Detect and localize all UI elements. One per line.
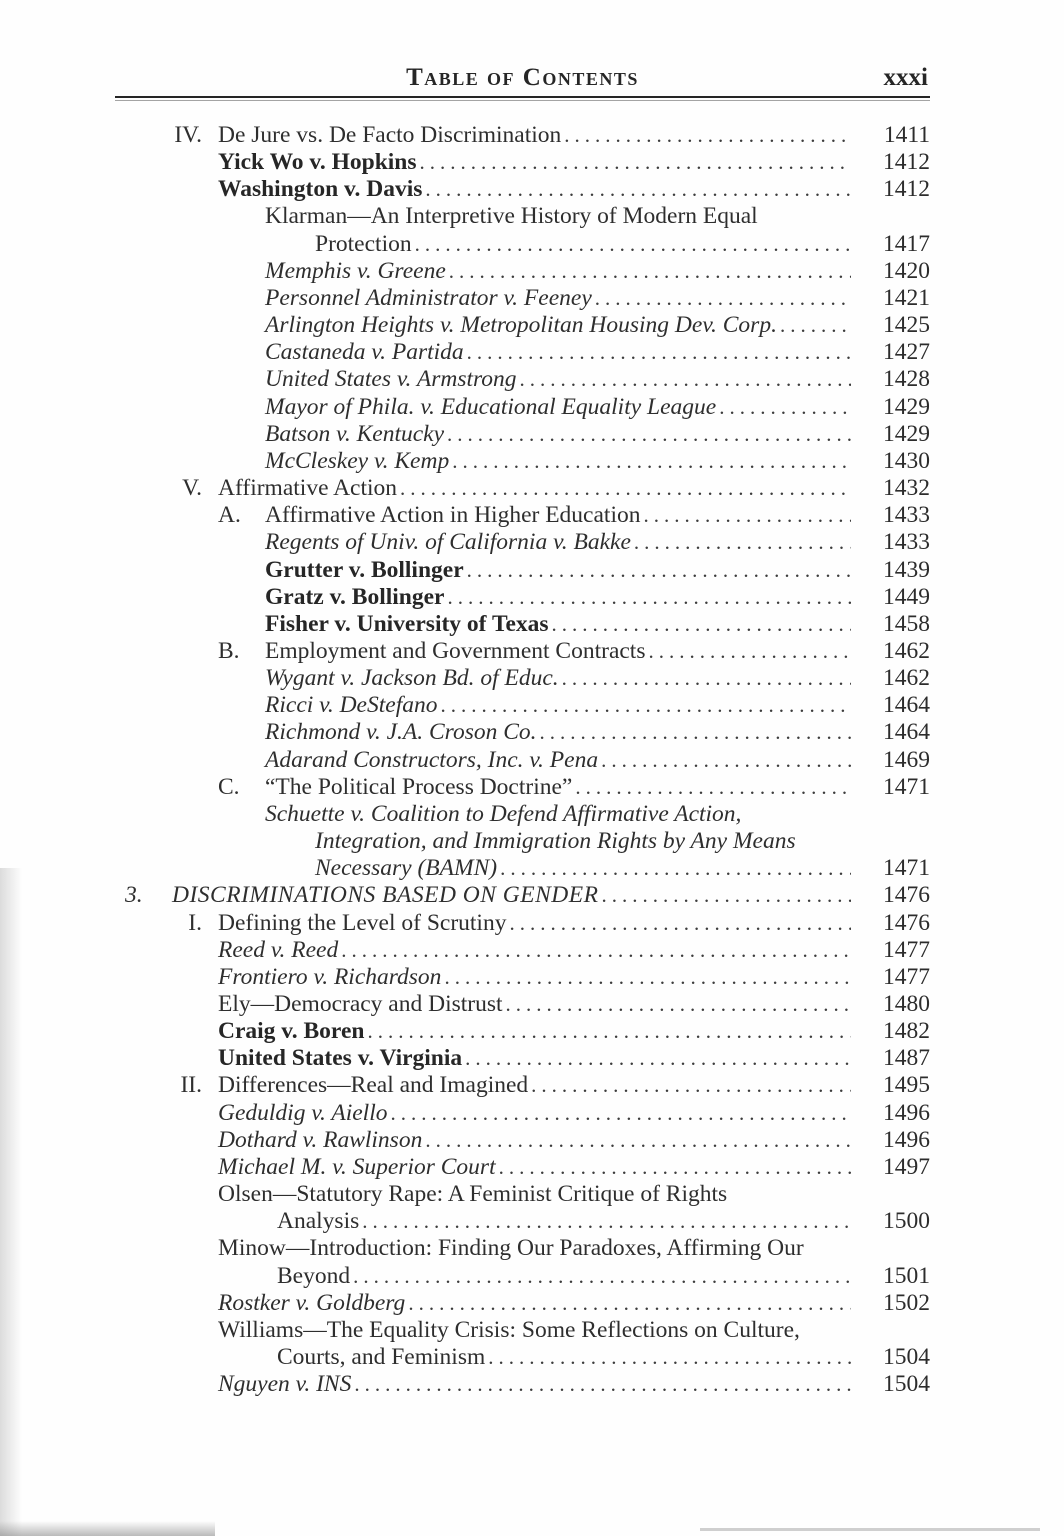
dot-leader <box>353 1263 851 1290</box>
toc-entry <box>0 638 930 665</box>
toc-entry-text: Batson v. Kentucky <box>265 420 445 447</box>
page-title: Table of Contents <box>406 64 639 91</box>
toc-entry <box>0 692 930 719</box>
toc-entry-text: DISCRIMINATIONS BASED ON GENDER <box>172 882 599 909</box>
toc-page-number: 1462 <box>883 637 930 664</box>
toc-entry-text: Wygant v. Jackson Bd. of Educ. <box>265 665 559 692</box>
toc-page-number: 1496 <box>883 1099 930 1126</box>
dot-leader <box>362 1208 851 1235</box>
scan-artifact-line <box>700 1528 1040 1531</box>
toc-page-number: 1476 <box>883 882 930 909</box>
toc-entry-label: C. <box>218 773 240 800</box>
dot-leader <box>400 475 851 502</box>
toc-entry <box>0 964 930 991</box>
toc-entry <box>0 937 930 964</box>
running-head <box>115 62 930 98</box>
toc-page-number: 1439 <box>883 556 930 583</box>
toc-entry-text: Frontiero v. Richardson <box>218 963 442 990</box>
toc-entry <box>0 1181 930 1208</box>
dot-leader <box>415 231 851 258</box>
toc-entry-label: V. <box>182 475 202 502</box>
toc-entry <box>0 1072 930 1099</box>
toc-entry-text: Williams—The Equality Crisis: Some Reflections on Culture, <box>218 1316 800 1343</box>
scan-shadow-bottom-left <box>0 1521 215 1536</box>
toc-entry-text: Minow—Introduction: Finding Our Paradoxes, Affirming Our <box>218 1235 804 1262</box>
toc-entry-text: Washington v. Davis <box>218 176 423 203</box>
dot-leader <box>595 285 851 312</box>
toc-entry-text: Schuette v. Coalition to Defend Affirmative Action, <box>265 800 742 827</box>
dot-leader <box>500 855 851 882</box>
dot-leader <box>425 1127 851 1154</box>
toc-entry <box>0 176 930 203</box>
toc-entry-text: Castaneda v. Partida <box>265 339 464 366</box>
toc-entry-text: Integration, and Immigration Rights by Any Means <box>315 828 796 855</box>
dot-leader <box>643 502 851 529</box>
toc-page-number: 1482 <box>883 1018 930 1045</box>
toc-entry-text: Affirmative Action <box>218 475 398 502</box>
toc-entry <box>0 149 930 176</box>
toc-list <box>0 122 930 1398</box>
toc-entry-text: United States v. Virginia <box>218 1045 463 1072</box>
toc-entry <box>0 366 930 393</box>
toc-entry <box>0 1127 930 1154</box>
dot-leader <box>440 692 851 719</box>
dot-leader <box>562 665 851 692</box>
toc-entry-text: Richmond v. J.A. Croson Co. <box>265 719 537 746</box>
toc-entry-text: Employment and Government Contracts <box>265 637 646 664</box>
toc-page-number: 1501 <box>883 1262 930 1289</box>
toc-page-number: 1477 <box>883 963 930 990</box>
dot-leader <box>447 421 851 448</box>
dot-leader <box>719 394 851 421</box>
toc-entry-text: Olsen—Statutory Rape: A Feminist Critique of Rights <box>218 1181 728 1208</box>
toc-page-number: 1430 <box>883 447 930 474</box>
toc-entry <box>0 1263 930 1290</box>
toc-page-number: 1502 <box>883 1289 930 1316</box>
toc-entry <box>0 285 930 312</box>
toc-entry-text: Nguyen v. INS <box>218 1371 352 1398</box>
dot-leader <box>425 176 851 203</box>
toc-page-number: 1471 <box>883 855 930 882</box>
dot-leader <box>465 1045 851 1072</box>
toc-entry <box>0 258 930 285</box>
dot-leader <box>420 149 851 176</box>
toc-page-number: 1458 <box>883 610 930 637</box>
toc-page-number: 1480 <box>883 991 930 1017</box>
toc-entry-label: B. <box>218 637 240 664</box>
toc-page-number: 1428 <box>883 366 930 393</box>
toc-entry-text: Fisher v. University of Texas <box>265 610 549 637</box>
dot-leader <box>575 774 851 801</box>
dot-leader <box>649 638 852 665</box>
toc-entry <box>0 855 930 882</box>
dot-leader <box>552 611 851 638</box>
toc-page-number: 1495 <box>883 1072 930 1099</box>
dot-leader <box>449 258 851 285</box>
toc-entry-text: Michael M. v. Superior Court <box>218 1153 496 1180</box>
toc-entry <box>0 529 930 556</box>
toc-entry-text: Personnel Administrator v. Feeney <box>265 284 592 311</box>
toc-entry <box>0 312 930 339</box>
toc-page-number: 1500 <box>883 1208 930 1235</box>
dot-leader <box>540 719 851 746</box>
toc-entry <box>0 339 930 366</box>
toc-entry <box>0 1045 930 1072</box>
toc-entry-text: Adarand Constructors, Inc. v. Pena <box>265 746 599 773</box>
toc-page-number: 1464 <box>883 692 930 719</box>
toc-entry <box>0 910 930 937</box>
folio-page-number: xxxi <box>883 64 928 91</box>
toc-entry-text: “The Political Process Doctrine” <box>265 773 573 800</box>
toc-entry-text: Craig v. Boren <box>218 1018 365 1045</box>
toc-page-number: 1427 <box>883 339 930 366</box>
toc-entry-label: A. <box>218 502 241 529</box>
toc-page-number: 1421 <box>883 284 930 311</box>
dot-leader <box>602 882 852 909</box>
toc-entry <box>0 1208 930 1235</box>
toc-entry-text: De Jure vs. De Facto Discrimination <box>218 122 562 148</box>
dot-leader <box>367 1018 851 1045</box>
toc-entry-text: Reed v. Reed <box>218 936 339 963</box>
toc-page-number: 1429 <box>883 420 930 447</box>
toc-page-number: 1417 <box>883 230 930 257</box>
toc-entry <box>0 557 930 584</box>
toc-entry <box>0 719 930 746</box>
toc-entry-text: United States v. Armstrong <box>265 366 517 393</box>
toc-entry-text: Beyond <box>277 1262 351 1289</box>
toc-entry <box>0 882 930 909</box>
toc-page-number: 1464 <box>883 719 930 746</box>
toc-page-number: 1476 <box>883 909 930 936</box>
toc-entry <box>0 1018 930 1045</box>
dot-leader <box>467 339 851 366</box>
toc-entry <box>0 394 930 421</box>
toc-page-number: 1504 <box>883 1344 930 1371</box>
toc-page-number: 1411 <box>883 122 930 148</box>
toc-entry-label: IV. <box>174 122 202 148</box>
toc-entry <box>0 584 930 611</box>
toc-entry-text: McCleskey v. Kemp <box>265 447 450 474</box>
toc-page-number: 1420 <box>883 257 930 284</box>
toc-entry <box>0 747 930 774</box>
toc-entry-text: Ricci v. DeStefano <box>265 692 438 719</box>
toc-entry <box>0 801 930 828</box>
toc-entry <box>0 991 930 1018</box>
toc-page-number: 1469 <box>883 746 930 773</box>
toc-page-number: 1504 <box>883 1371 930 1398</box>
toc-entry-text: Courts, and Feminism <box>277 1344 486 1371</box>
dot-leader <box>452 448 851 475</box>
dot-leader <box>520 366 851 393</box>
toc-entry-text: Gratz v. Bollinger <box>265 583 445 610</box>
toc-entry-text: Geduldig v. Aiello <box>218 1099 388 1126</box>
toc-entry <box>0 448 930 475</box>
dot-leader <box>488 1344 851 1371</box>
toc-page-number: 1433 <box>883 529 930 556</box>
toc-entry <box>0 774 930 801</box>
toc-page-number: 1425 <box>883 312 930 339</box>
toc-entry-text: Defining the Level of Scrutiny <box>218 909 507 936</box>
dot-leader <box>499 1154 851 1181</box>
toc-entry <box>0 475 930 502</box>
dot-leader <box>444 964 851 991</box>
toc-entry-text: Rostker v. Goldberg <box>218 1289 406 1316</box>
toc-page-number: 1432 <box>883 475 930 502</box>
dot-leader <box>341 937 851 964</box>
toc-entry-text: Differences—Real and Imagined <box>218 1072 529 1099</box>
dot-leader <box>601 747 851 774</box>
toc-page-number: 1477 <box>883 936 930 963</box>
toc-entry <box>0 1235 930 1262</box>
toc-entry <box>0 1290 930 1317</box>
toc-page-number: 1497 <box>883 1153 930 1180</box>
toc-entry-text: Dothard v. Rawlinson <box>218 1126 423 1153</box>
scan-shadow-left <box>0 868 26 1536</box>
toc-entry-label: 3. <box>125 882 143 909</box>
toc-entry <box>0 611 930 638</box>
toc-page-number: 1412 <box>883 176 930 203</box>
toc-page-number: 1471 <box>883 773 930 800</box>
toc-page-number: 1487 <box>883 1045 930 1072</box>
dot-leader <box>390 1100 851 1127</box>
dot-leader <box>564 122 851 149</box>
toc-page-number: 1412 <box>883 149 930 176</box>
toc-entry-text: Affirmative Action in Higher Education <box>265 502 641 529</box>
toc-entry <box>0 1100 930 1127</box>
dot-leader <box>467 557 851 584</box>
toc-page-number: 1433 <box>883 502 930 529</box>
toc-page-number: 1449 <box>883 583 930 610</box>
toc-entry <box>0 1344 930 1371</box>
toc-page-number: 1462 <box>883 665 930 692</box>
toc-entry-text: Memphis v. Greene <box>265 257 446 284</box>
dot-leader <box>509 910 851 937</box>
dot-leader <box>408 1290 851 1317</box>
dot-leader <box>354 1371 851 1398</box>
dot-leader <box>448 584 852 611</box>
toc-entry <box>0 828 930 855</box>
toc-entry-text: Analysis <box>277 1208 360 1235</box>
toc-page-number: 1496 <box>883 1126 930 1153</box>
toc-entry-label: II. <box>180 1072 202 1099</box>
toc-entry <box>0 1154 930 1181</box>
toc-entry <box>0 122 930 149</box>
toc-entry-text: Yick Wo v. Hopkins <box>218 149 417 176</box>
toc-entry <box>0 231 930 258</box>
toc-entry-text: Protection <box>315 230 412 257</box>
toc-entry <box>0 1317 930 1344</box>
toc-entry <box>0 502 930 529</box>
toc-entry-text: Klarman—An Interpretive History of Modern Equal <box>265 203 758 230</box>
toc-entry-label: I. <box>188 909 202 936</box>
dot-leader <box>531 1072 851 1099</box>
toc-entry-text: Regents of Univ. of California v. Bakke <box>265 529 631 556</box>
dot-leader <box>506 991 851 1018</box>
toc-entry <box>0 1371 930 1398</box>
toc-entry <box>0 203 930 230</box>
toc-entry-text: Grutter v. Bollinger <box>265 556 464 583</box>
toc-entry <box>0 421 930 448</box>
toc-entry-text: Necessary (BAMN) <box>315 855 498 882</box>
dot-leader <box>634 529 851 556</box>
toc-entry <box>0 665 930 692</box>
toc-entry-text: Mayor of Phila. v. Educational Equality League <box>265 393 717 420</box>
toc-entry-text: Arlington Heights v. Metropolitan Housing Dev. Corp. <box>265 312 777 339</box>
toc-entry-text: Ely—Democracy and Distrust <box>218 991 503 1017</box>
toc-page-number: 1429 <box>883 393 930 420</box>
dot-leader <box>780 312 851 339</box>
